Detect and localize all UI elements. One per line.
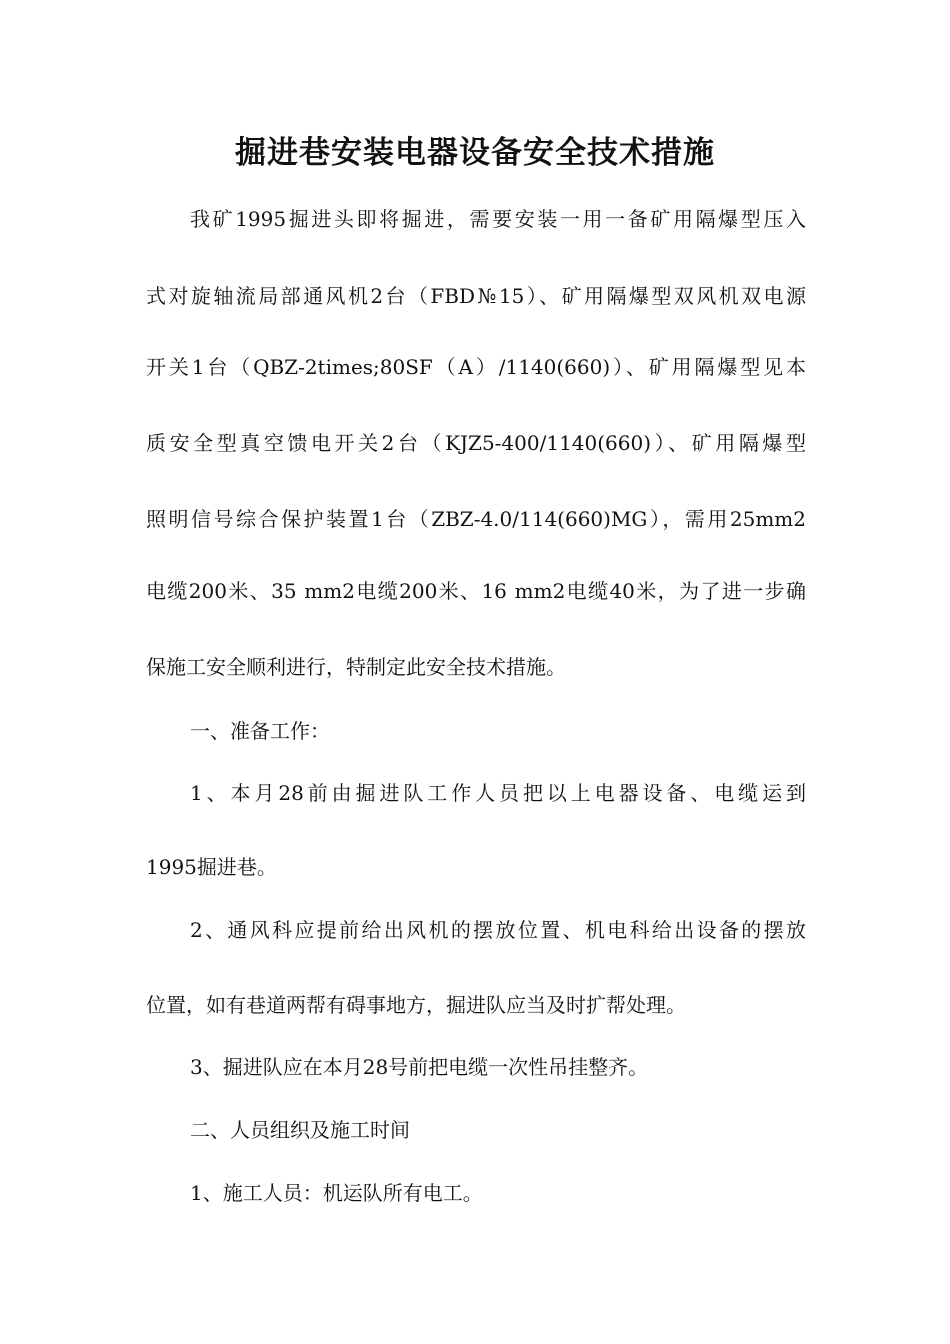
list-item-continuation: 1995掘进巷。 xyxy=(146,855,277,879)
paragraph-line: 式对旋轴流局部通风机2台（FBD№15）、矿用隔爆型双风机双电源 xyxy=(146,284,806,308)
paragraph-line: 我矿1995掘进头即将掘进，需要安装一用一备矿用隔爆型压入 xyxy=(190,207,806,231)
list-item: 1、施工人员：机运队所有电工。 xyxy=(190,1181,483,1205)
paragraph-line: 保施工安全顺利进行，特制定此安全技术措施。 xyxy=(146,655,566,679)
paragraph-line: 开关1台（QBZ-2times;80SF（A）/1140(660)）、矿用隔爆型见本 xyxy=(146,355,806,379)
list-item: 3、掘进队应在本月28号前把电缆一次性吊挂整齐。 xyxy=(190,1055,649,1079)
paragraph-line: 照明信号综合保护装置1台（ZBZ-4.0/114(660)MG），需用25mm2 xyxy=(146,507,806,531)
section-heading: 一、准备工作： xyxy=(190,719,330,743)
section-heading: 二、人员组织及施工时间 xyxy=(190,1118,410,1142)
list-item: 2、通风科应提前给出风机的摆放位置、机电科给出设备的摆放 xyxy=(190,918,806,942)
list-item: 1、本月28前由掘进队工作人员把以上电器设备、电缆运到 xyxy=(190,781,806,805)
document-title: 掘进巷安装电器设备安全技术措施 xyxy=(235,135,715,171)
paragraph-line: 质安全型真空馈电开关2台（KJZ5-400/1140(660)）、矿用隔爆型 xyxy=(146,431,806,455)
list-item-continuation: 位置，如有巷道两帮有碍事地方，掘进队应当及时扩帮处理。 xyxy=(146,993,686,1017)
paragraph-line: 电缆200米、35 mm2电缆200米、16 mm2电缆40米，为了进一步确 xyxy=(146,579,806,603)
